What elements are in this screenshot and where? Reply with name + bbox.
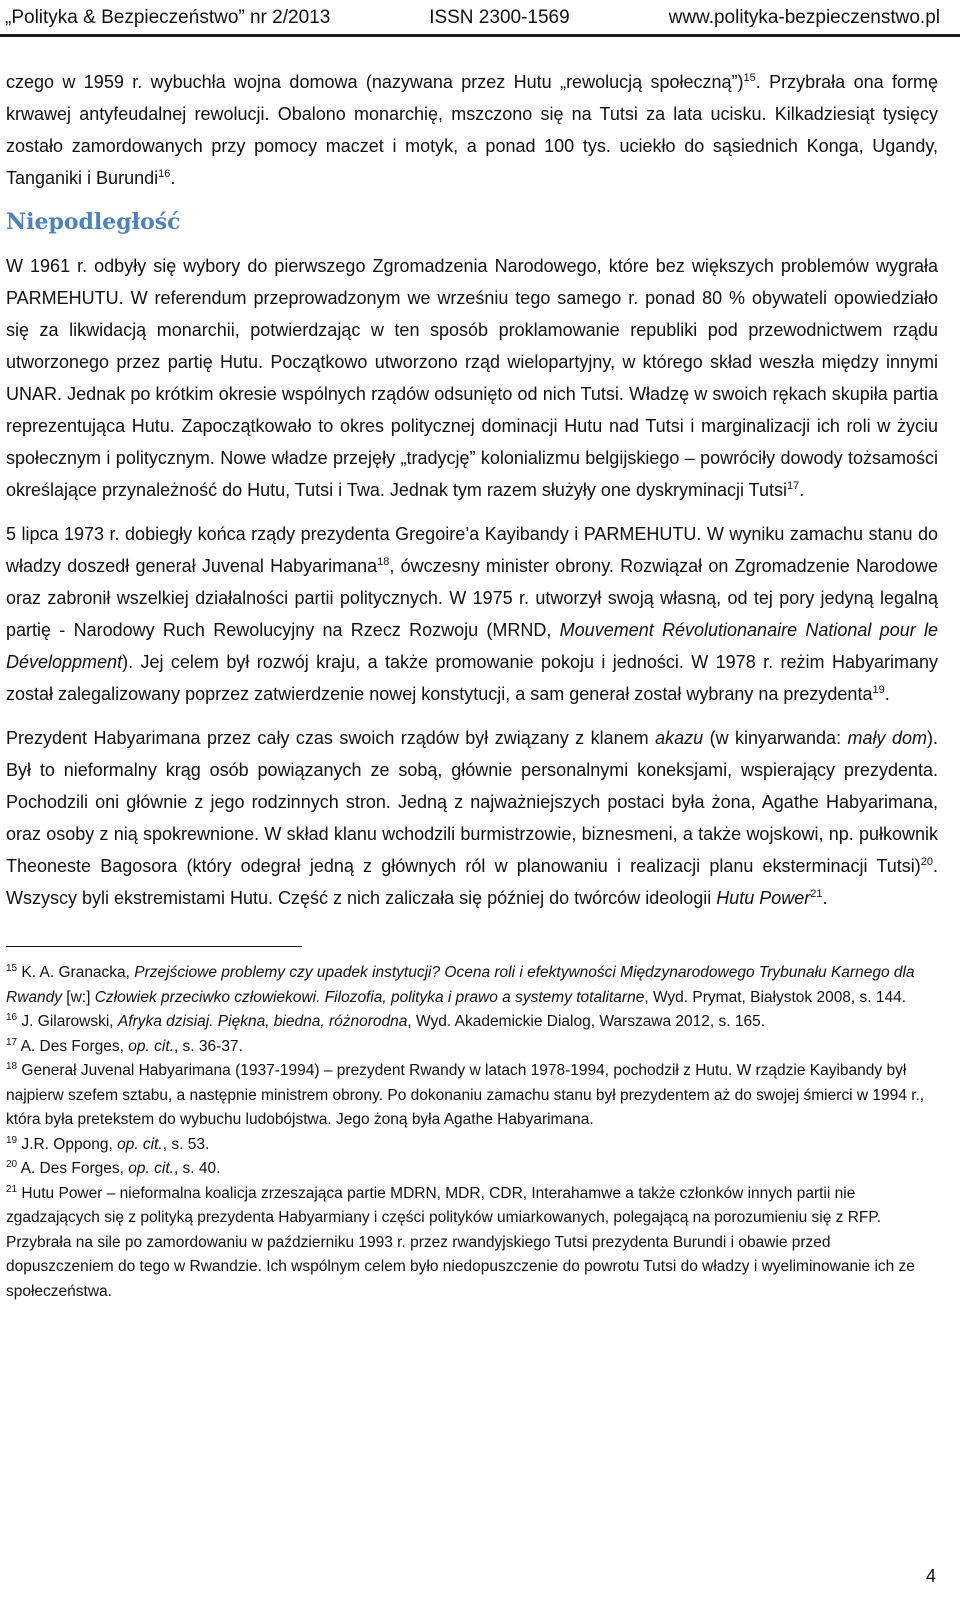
footnote-text: [w:] [62,988,95,1006]
paragraph-2 [6,250,938,506]
italic-text: Hutu Power [716,888,811,908]
italic-text: akazu [655,728,704,748]
footnote-ref-20[interactable]: 20 [920,856,933,868]
page-number: 4 [925,1566,936,1586]
footnote-number: 20 [6,1158,18,1170]
footnote-15 [6,961,938,1010]
footnote-text: A. Des Forges, [17,1160,129,1177]
footnote-italic: Afryka dzisiaj. Piękna, biedna, różnorodna [117,1013,408,1030]
issn: ISSN 2300-1569 [429,7,570,28]
footnote-number: 19 [6,1134,18,1146]
paragraph-1 [6,66,938,194]
paragraph-text: ). Jej celem był rozwój kraju, a także promowanie pokoju i jedności. W 1978 r. reżim Habyarimany został zalegalizowany poprzez zatwierdzenie nowej konstytucji, a sam generał został wybrany na prezydenta [6,652,938,704]
footnote-21 [6,1182,938,1305]
paragraph-3 [6,518,938,710]
footnote-text: , s. 36-37. [173,1037,243,1055]
paragraph-text: Prezydent Habyarimana przez cały czas swoich rządów był związany z klanem [6,728,656,748]
page-content [6,66,938,1304]
footnote-19 [6,1133,938,1158]
footnote-number: 16 [6,1011,18,1023]
footnote-text: K. A. Granacka, [17,964,135,981]
footnote-ref-15[interactable]: 15 [743,72,756,84]
footnote-ref-21[interactable]: 21 [810,888,823,900]
footnote-text: Hutu Power – nieformalna koalicja zrzeszająca partie MDRN, MDR, CDR, Interahamwe a także członków innych partii nie zgadzających się z polityką prezydenta Habyarmiany i części polityków umiarkowanych, polegającą na porozumieniu się z RFP. Przybrała na sile po zamordowaniu w październiku 1993 r. przez rwandyjskiego Tutsi prezydenta Burundi i obawie przed dopuszczeniem do tego w Rwandzie. Ich wspólnym celem było niedopuszczenie do powrotu Tutsi do władzy i wyeliminowanie ich ze społeczeństwa. [6,1184,915,1300]
footnote-italic: op. cit. [128,1037,174,1055]
footnote-text: , Wyd. Akademickie Dialog, Warszawa 2012, s. 165. [407,1013,766,1030]
paragraph-text: . Wszyscy byli ekstremistami Hutu. Część z nich zaliczała się później do twórców ideologii [6,856,938,908]
paragraph-text: czego w 1959 r. wybuchła wojna domowa (nazywana przez Hutu „rewolucją społeczną”) [6,72,744,92]
paragraph-4 [6,722,938,914]
paragraph-text: . [170,168,176,188]
footnote-text: , s. 40. [173,1160,221,1177]
footnote-ref-18[interactable]: 18 [377,556,390,568]
footnote-italic: Człowiek przeciwko człowiekowi. Filozofia, polityka i prawo a systemy totalitarne [94,988,645,1006]
footnote-text: Generał Juvenal Habyarimana (1937-1994) – prezydent Rwandy w latach 1978-1994, pochodził z Hutu. W rządzie Kayibandy był najpierw szefem sztabu, a następnie ministrem obrony. Po dokonaniu zamachu stanu był prezydentem aż do swojej śmierci w 1994 r., która była pretekstem do wybuchu ludobójstwa. Jego żoną była Agathe Habyarimana. [6,1062,925,1128]
footnote-number: 18 [6,1060,18,1072]
paragraph-text: ). Był to nieformalny krąg osób powiązanych ze sobą, głównie personalnymi koneksjami, wspierający prezydenta. Pochodzili oni głównie z jego rodzinnych stron. Jedną z najważniejszych postaci była żona, Agathe Habyarimana, oraz osoby z nią spokrewnione. W skład klanu wchodzili burmistrzowie, biznesmeni, a także wojskowi, np. pułkownik Theoneste Bagosora (który odegrał jedną z głównych ról w planowaniu i realizacji planu eksterminacji Tutsi) [6,728,938,876]
paragraph-text: . [884,684,890,704]
paragraph-text: (w kinyarwanda: [703,728,848,748]
italic-text: mały dom [847,728,927,748]
footnote-ref-16[interactable]: 16 [158,168,171,180]
paragraph-text: W 1961 r. odbyły się wybory do pierwszego Zgromadzenia Narodowego, które bez większych problemów wygrała PARMEHUTU. W referendum przeprowadzonym we wrześniu tego samego r. ponad 80 % obywateli opowiedziało się za likwidacją monarchii, potwierdzając w ten sposób proklamowanie republiki pod przewodnictwem rządu utworzonego przez partię Hutu. Początkowo utworzono rząd wielopartyjny, w którego skład weszła między innymi UNAR. Jednak po krótkim okresie wspólnych rządów odsunięto od nich Tutsi. Władzę w swoich rękach skupiła partia reprezentująca Hutu. Zapoczątkowało to okres politycznej dominacji Hutu nad Tutsi i marginalizacji ich roli w życiu społecznym i politycznym. Nowe władze przejęły „tradycję” kolonializmu belgijskiego – powróciły dowody tożsamości określające przynależność do Hutu, Tutsi i Twa. Jednak tym razem służyły one dyskryminacji Tutsi [6,256,938,500]
footnote-16 [6,1010,938,1035]
footnote-number: 15 [6,962,18,974]
footnote-italic: op. cit. [117,1135,163,1153]
paragraph-text: . [799,480,805,500]
paragraph-text: . Przybrała ona formę krwawej antyfeudalnej rewolucji. Obalono monarchię, mszczono się na Tutsi za lata ucisku. Kilkadziesiąt tysięcy zostało zamordowanych przy pomocy maczet i motyk, a ponad 100 tys. uciekło do sąsiednich Konga, Ugandy, Tanganiki i Burundi [6,72,938,188]
header-rule [0,34,960,37]
footnote-20 [6,1157,938,1182]
footnote-number: 17 [6,1036,18,1048]
journal-url: www.polityka-bezpieczenstwo.pl [668,7,940,28]
footnote-italic: Przejściowe problemy czy upadek instytucji? Ocena roli i efektywności Międzynarodowego Trybunału Karnego dla Rwandy [6,964,915,1006]
footnote-text: A. Des Forges, [17,1037,129,1055]
footnote-number: 21 [6,1183,18,1195]
footnote-separator [6,946,302,947]
italic-text: Mouvement Révolutionanaire National pour le Développment [6,620,938,672]
footnote-ref-17[interactable]: 17 [786,480,800,492]
footnote-ref-19[interactable]: 19 [872,684,885,696]
footnote-text: , Wyd. Prymat, Białystok 2008, s. 144. [644,988,907,1006]
footnote-text: J.R. Oppong, [17,1135,118,1153]
paragraph-text: 5 lipca 1973 r. dobiegły końca rządy prezydenta Gregoire’a Kayibandy i PARMEHUTU. W wyniku zamachu stanu do władzy doszedł generał Juvenal Habyarimana [6,524,938,576]
footnote-18 [6,1059,938,1133]
paragraph-text: , ówczesny minister obrony. Rozwiązał on Zgromadzenie Narodowe oraz zabronił wszelkiej działalności partii politycznych. W 1975 r. utworzył swoją własną, od tej pory jedyną legalną partię - Narodowy Ruch Rewolucyjny na Rzecz Rozwoju (MRND, [6,556,938,640]
paragraph-text: . [822,888,828,908]
footnote-text: , s. 53. [162,1135,210,1153]
section-heading: Niepodległość [6,209,181,235]
page-header [5,3,940,33]
footnote-text: J. Gilarowski, [17,1013,118,1030]
journal-title: „Polityka & Bezpieczeństwo” nr 2/2013 [5,7,331,28]
footnote-italic: op. cit. [128,1160,174,1177]
footnote-17 [6,1035,938,1060]
